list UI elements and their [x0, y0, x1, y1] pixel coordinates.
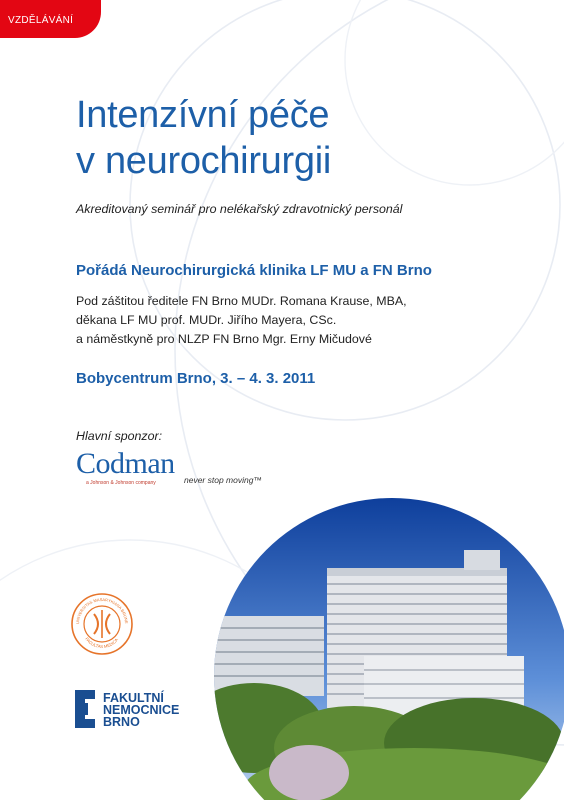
title-line-1: Intenzívní péče: [76, 94, 330, 136]
patronage-line-2: děkana LF MU prof. MUDr. Jiřího Mayera, CSc.: [76, 313, 337, 327]
organizer-heading: Pořádá Neurochirurgická klinika LF MU a FN Brno: [76, 262, 432, 279]
hospital-logo-line-2: NEMOCNICE: [103, 703, 180, 717]
hospital-logo-text: [103, 692, 179, 728]
venue-date: Bobycentrum Brno, 3. – 4. 3. 2011: [76, 370, 316, 387]
category-tag: VZDĚLÁVÁNÍ: [0, 0, 101, 38]
sponsor-tagline: never stop moving™: [184, 475, 262, 485]
patronage-line-3: a náměstkyně pro NLZP FN Brno Mgr. Erny Mičudové: [76, 332, 372, 346]
seal-bottom-text: FACULTAS MEDICA: [84, 636, 119, 650]
sponsor-name: Codman: [76, 447, 175, 480]
seal-top-text: UNIVERSITAS MASARYKIANA BRUNE: [74, 596, 130, 625]
patronage-line-1: Pod záštitou ředitele FN Brno MUDr. Romana Krause, MBA,: [76, 294, 407, 308]
subtitle: Akreditovaný seminář pro nelékařský zdravotnický personál: [76, 202, 403, 216]
faculty-seal: [70, 592, 134, 656]
title-line-2: v neurochirurgii: [76, 140, 331, 182]
sponsor-parent: a Johnson & Johnson company: [86, 480, 156, 486]
hospital-logo-line-1: FAKULTNÍ: [103, 691, 164, 705]
svg-text:UNIVERSITAS MASARYKIANA BRUNEN: [70, 592, 129, 624]
page-title: [76, 92, 331, 184]
sponsor-logo: [76, 448, 175, 486]
sponsor-label: Hlavní sponzor:: [76, 429, 163, 443]
hospital-building-photo: [214, 498, 564, 800]
patronage-text: [76, 292, 407, 349]
hospital-logo-mark-icon: [75, 690, 99, 728]
hospital-logo: [75, 690, 235, 730]
hospital-logo-line-3: BRNO: [103, 715, 140, 729]
